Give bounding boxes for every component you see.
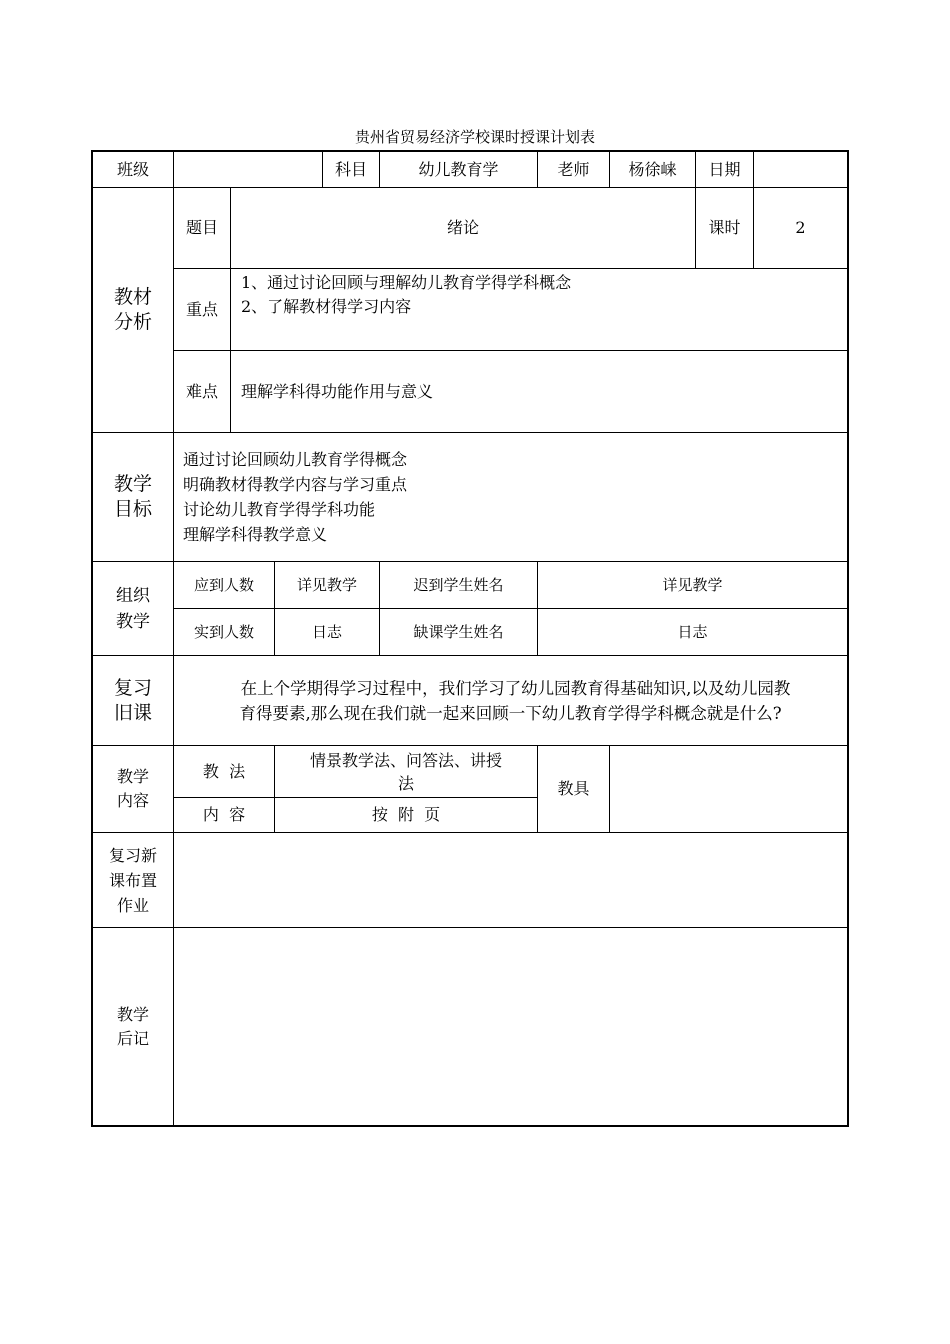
review-label-line-2: 旧课 (113, 701, 152, 724)
goal-item: 讨论幼儿教育学得学科功能 (183, 500, 376, 519)
key-point-item: 2、了解教材得学习内容 (241, 297, 412, 316)
date-label: 日期 (696, 152, 754, 188)
organization-label (93, 562, 174, 656)
subject-label: 科目 (323, 152, 380, 188)
difficulty-value: 理解学科得功能作用与意义 (231, 351, 847, 433)
material-label-line-1: 教材 (113, 286, 152, 308)
document-title: 贵州省贸易经济学校课时授课计划表 (354, 128, 595, 146)
method-value (275, 746, 538, 798)
teacher-label: 老师 (538, 152, 610, 188)
late-students-label: 迟到学生姓名 (380, 562, 538, 609)
topic-value: 绪论 (231, 188, 696, 269)
homework-value-cell[interactable] (174, 833, 847, 928)
absent-students-value: 日志 (538, 609, 847, 656)
content-label-line-1: 教学 (116, 767, 149, 786)
expected-count-label: 应到人数 (174, 562, 275, 609)
homework-label-line-2: 课布置 (108, 870, 157, 890)
review-line: 育得要素,那么现在我们就一起来回顾一下幼儿教育学得学科概念就是什么? (239, 703, 782, 723)
method-value-line-1: 情景教学法、问答法、讲授 (309, 750, 502, 770)
key-points-list (231, 269, 847, 351)
date-value-cell[interactable] (754, 152, 847, 188)
topic-label: 题目 (174, 188, 231, 269)
hours-label: 课时 (696, 188, 754, 269)
afterword-label-line-2: 后记 (116, 1028, 149, 1048)
goal-item: 明确教材得教学内容与学习重点 (183, 475, 408, 494)
actual-count-label: 实到人数 (174, 609, 275, 656)
teaching-goals-label (93, 433, 174, 562)
review-line: 在上个学期得学习过程中，我们学习了幼儿园教育得基础知识,以及幼儿园教 (240, 678, 791, 698)
content-label: 内 容 (174, 798, 275, 833)
organization-label-line-2: 教学 (116, 611, 150, 632)
homework-label-line-3: 作业 (116, 895, 149, 915)
review-text (174, 656, 847, 746)
afterword-value-cell[interactable] (174, 928, 847, 1125)
goal-item: 通过讨论回顾幼儿教育学得概念 (183, 450, 408, 469)
expected-count-value: 详见教学 (275, 562, 380, 609)
organization-label-line-1: 组织 (116, 585, 150, 606)
content-label-line-2: 内容 (116, 791, 149, 810)
method-value-line-2: 法 (397, 773, 414, 793)
late-students-value: 详见教学 (538, 562, 847, 609)
goal-item: 理解学科得教学意义 (183, 525, 328, 544)
hours-value: 2 (754, 188, 847, 269)
review-label (93, 656, 174, 746)
subject-value: 幼儿教育学 (380, 152, 538, 188)
goals-label-line-1: 教学 (113, 473, 152, 495)
absent-students-label: 缺课学生姓名 (380, 609, 538, 656)
teacher-value: 杨徐崃 (610, 152, 696, 188)
review-label-line-1: 复习 (113, 676, 152, 699)
teaching-goals-list (174, 433, 847, 562)
homework-label-line-1: 复习新 (108, 845, 157, 865)
method-label: 教 法 (174, 746, 275, 798)
tools-label: 教具 (538, 746, 610, 833)
tools-value-cell[interactable] (610, 746, 847, 833)
material-analysis-label (93, 188, 174, 433)
difficulty-label: 难点 (174, 351, 231, 433)
class-value-cell[interactable] (174, 152, 323, 188)
material-label-line-2: 分析 (113, 311, 152, 333)
afterword-label-line-1: 教学 (116, 1004, 149, 1024)
key-points-label: 重点 (174, 269, 231, 351)
teaching-content-label (93, 746, 174, 833)
key-point-item: 1、通过讨论回顾与理解幼儿教育学得学科概念 (241, 273, 572, 292)
actual-count-value: 日志 (275, 609, 380, 656)
content-value: 按 附 页 (275, 798, 538, 833)
class-label: 班级 (93, 152, 174, 188)
homework-label (93, 833, 174, 928)
afterword-label (93, 928, 174, 1125)
goals-label-line-2: 目标 (113, 498, 152, 520)
